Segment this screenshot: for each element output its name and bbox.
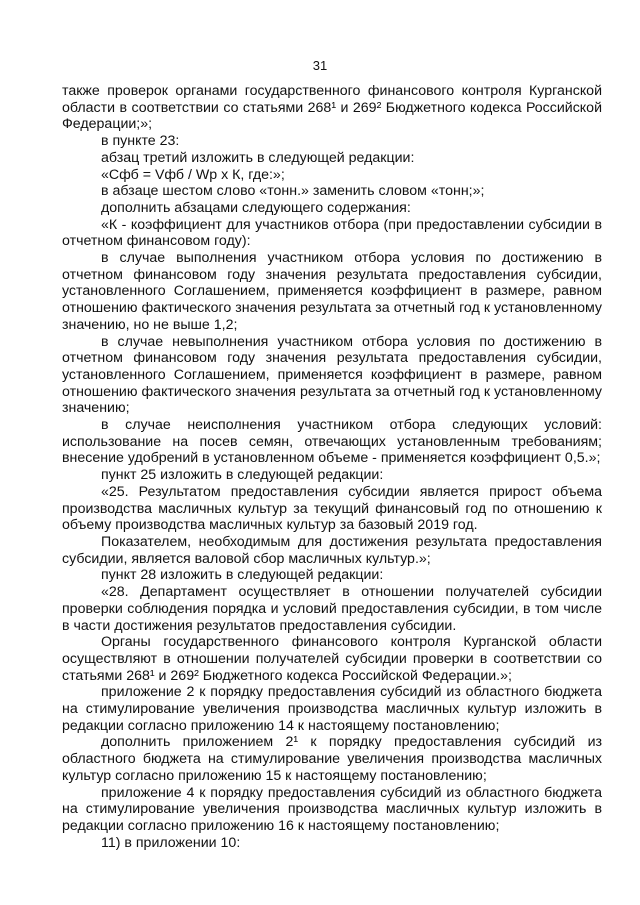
paragraph: «Сфб = Vфб / Wр х К, где:»; [101, 166, 285, 183]
body-text [62, 83, 602, 851]
paragraph: в случае невыполнения участником отбора условия по достижению в отчетном финансовом году значения результата предоставления субсидии, установленного Соглашением, применяется коэффициент в размере, равном отношению фактического значения результата за отчетный год к установленному значению; [62, 333, 602, 417]
paragraph: в абзаце шестом слово «тонн.» заменить словом «тонн;»; [101, 183, 485, 200]
paragraph: пункт 28 изложить в следующей редакции: [101, 567, 384, 584]
paragraph: в случае неисполнения участником отбора следующих условий: использование на посев семян, отвечающих установленным требованиям; внесение удобрений в установленном объеме - применяется коэффициент 0,5.»; [62, 417, 602, 467]
paragraph: в случае выполнения участником отбора условия по достижению в отчетном финансовом году значения результата предоставления субсидии, установленного Соглашением, применяется коэффициент в размере, равном отношению фактического значения результата за отчетный год к установленному значению, но не выше 1,2; [62, 250, 602, 333]
paragraph: «28. Департамент осуществляет в отношении получателей субсидии проверки соблюдения порядка и условий предоставления субсидии, в том числе в части достижения результатов предоставления субсидии. [62, 584, 602, 634]
paragraph: дополнить абзацами следующего содержания: [101, 199, 411, 216]
paragraph: «К - коэффициент для участников отбора (при предоставлении субсидии в отчетном финансовом году): [62, 216, 602, 250]
paragraph: приложение 2 к порядку предоставления субсидий из областного бюджета на стимулирование увеличения производства масличных культур изложить в редакции согласно приложению 14 к настоящему постановлению; [62, 684, 602, 734]
paragraph: 11) в приложении 10: [101, 834, 241, 851]
paragraph: абзац третий изложить в следующей редакции: [101, 149, 415, 166]
paragraph: пункт 25 изложить в следующей редакции: [101, 467, 384, 484]
paragraph: Показателем, необходимым для достижения результата предоставления субсидии, является валовой сбор масличных культур.»; [62, 533, 602, 567]
page-number: 31 [312, 58, 328, 73]
paragraph: дополнить приложением 2¹ к порядку предоставления субсидий из областного бюджета на стимулирование увеличения производства масличных культур согласно приложению 15 к настоящему постановлению; [62, 734, 602, 784]
paragraph: приложение 4 к порядку предоставления субсидий из областного бюджета на стимулирование увеличения производства масличных культур изложить в редакции согласно приложению 16 к настоящему постановлению; [62, 784, 602, 834]
paragraph: в пункте 23: [101, 133, 180, 150]
paragraph-continuation: также проверок органами государственного финансового контроля Курганской области в соответствии со статьями 268¹ и 269² Бюджетного кодекса Российской Федерации;»; [62, 83, 602, 133]
paragraph: Органы государственного финансового контроля Курганской области осуществляют в отношении получателей субсидии проверки в соответствии со статьями 268¹ и 269² Бюджетного кодекса Российской Федерации.»; [62, 634, 602, 684]
paragraph: «25. Результатом предоставления субсидии является прирост объема производства масличных культур за текущий финансовый год по отношению к объему производства масличных культур за базовый 2019 год. [62, 483, 602, 534]
